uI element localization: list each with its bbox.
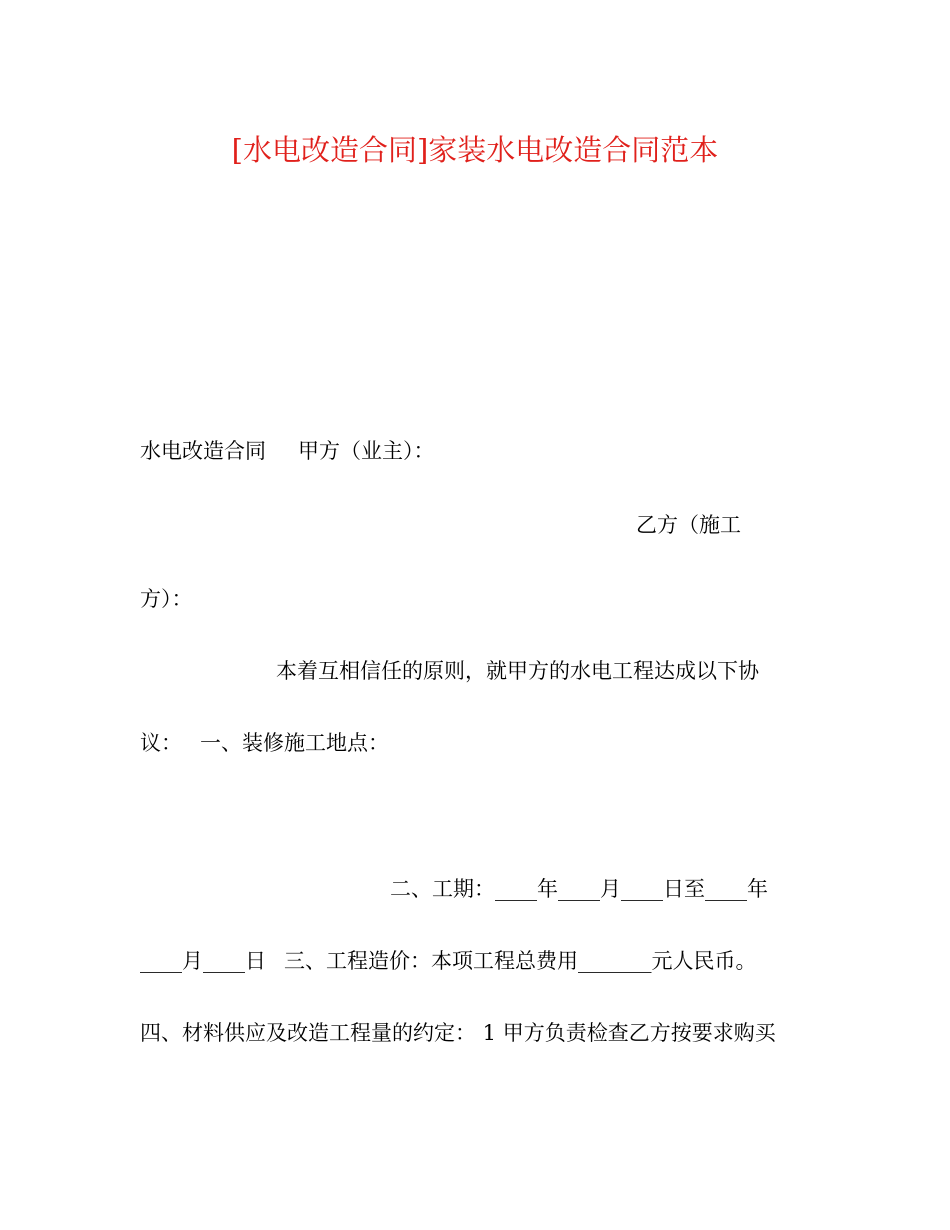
preamble-end-text: 议：	[140, 731, 182, 755]
contract-line-party-b: 乙方（施工	[636, 513, 741, 537]
clause-2-end-date: ____月____日	[140, 949, 266, 973]
contract-line-preamble: 本着互相信任的原则，就甲方的水电工程达成以下协	[276, 659, 759, 683]
contract-line-party-b-cont: 方）：	[140, 587, 193, 611]
contract-line-clause-3	[140, 946, 757, 976]
contract-line-clause-2: 二、工期：____年____月____日至____年	[390, 877, 768, 901]
clause-3-price: 三、工程造价：本项工程总费用_______元人民币。	[284, 949, 757, 973]
contract-line-clause-4: 四、材料供应及改造工程量的约定： 1 甲方负责检查乙方按要求购买	[140, 1021, 776, 1045]
document-title: [水电改造合同]家装水电改造合同范本	[231, 133, 719, 167]
clause-1-location: 一、装修施工地点：	[200, 731, 389, 755]
contract-line-clause-1	[140, 728, 389, 758]
contract-heading-text: 水电改造合同	[140, 439, 266, 463]
party-a-label: 甲方（业主）：	[298, 439, 435, 463]
contract-line-party-a	[140, 436, 435, 466]
